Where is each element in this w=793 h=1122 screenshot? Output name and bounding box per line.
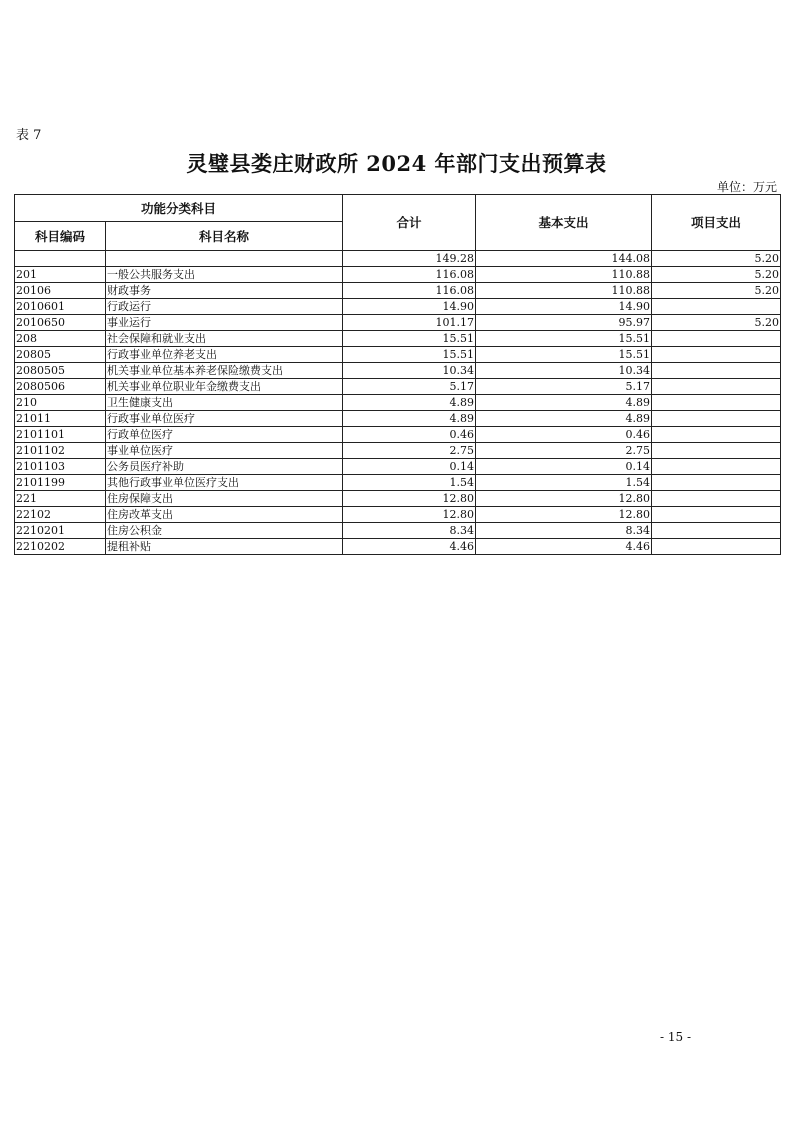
project-cell (652, 331, 781, 347)
subject-name-cell: 行政单位医疗 (106, 427, 343, 443)
subject-code-cell: 208 (15, 331, 106, 347)
subject-name-cell: 机关事业单位职业年金缴费支出 (106, 379, 343, 395)
subject-code-cell (15, 251, 106, 267)
subject-name-cell (106, 251, 343, 267)
total-cell: 15.51 (343, 347, 476, 363)
total-cell: 8.34 (343, 523, 476, 539)
table-row (15, 283, 781, 299)
table-body (15, 251, 781, 555)
header-project-expenditure: 项目支出 (652, 195, 781, 251)
subject-name-cell: 一般公共服务支出 (106, 267, 343, 283)
subject-name-cell: 事业单位医疗 (106, 443, 343, 459)
subject-code-cell: 210 (15, 395, 106, 411)
subject-code-cell: 2101101 (15, 427, 106, 443)
total-cell: 12.80 (343, 491, 476, 507)
project-cell: 5.20 (652, 283, 781, 299)
project-cell (652, 539, 781, 555)
subject-name-cell: 住房保障支出 (106, 491, 343, 507)
header-function-category: 功能分类科目 (15, 195, 343, 222)
total-cell: 0.46 (343, 427, 476, 443)
total-cell: 4.89 (343, 411, 476, 427)
table-row (15, 267, 781, 283)
basic-cell: 4.89 (476, 411, 652, 427)
basic-cell: 4.89 (476, 395, 652, 411)
project-cell (652, 475, 781, 491)
table-row (15, 411, 781, 427)
subject-code-cell: 20805 (15, 347, 106, 363)
table-row (15, 251, 781, 267)
budget-table (14, 194, 781, 555)
basic-cell: 15.51 (476, 331, 652, 347)
basic-cell: 144.08 (476, 251, 652, 267)
basic-cell: 110.88 (476, 283, 652, 299)
page-number: - 15 - (660, 1030, 692, 1044)
header-subject-code: 科目编码 (15, 222, 106, 251)
table-label: 表 7 (16, 128, 42, 143)
basic-cell: 10.34 (476, 363, 652, 379)
subject-code-cell: 2101199 (15, 475, 106, 491)
table-row (15, 491, 781, 507)
basic-cell: 8.34 (476, 523, 652, 539)
project-cell (652, 507, 781, 523)
table-row (15, 427, 781, 443)
subject-name-cell: 行政运行 (106, 299, 343, 315)
subject-code-cell: 221 (15, 491, 106, 507)
table-row (15, 315, 781, 331)
project-cell (652, 523, 781, 539)
subject-code-cell: 2080506 (15, 379, 106, 395)
total-cell: 149.28 (343, 251, 476, 267)
project-cell (652, 347, 781, 363)
page-title: 灵璧县娄庄财政所 2024 年部门支出预算表 (186, 151, 607, 176)
subject-code-cell: 2010650 (15, 315, 106, 331)
subject-name-cell: 住房公积金 (106, 523, 343, 539)
project-cell: 5.20 (652, 315, 781, 331)
subject-name-cell: 公务员医疗补助 (106, 459, 343, 475)
project-cell (652, 299, 781, 315)
total-cell: 116.08 (343, 267, 476, 283)
total-cell: 4.89 (343, 395, 476, 411)
total-cell: 116.08 (343, 283, 476, 299)
table-row (15, 395, 781, 411)
table-row (15, 363, 781, 379)
basic-cell: 14.90 (476, 299, 652, 315)
project-cell (652, 427, 781, 443)
basic-cell: 5.17 (476, 379, 652, 395)
subject-name-cell: 行政事业单位养老支出 (106, 347, 343, 363)
total-cell: 4.46 (343, 539, 476, 555)
subject-code-cell: 2080505 (15, 363, 106, 379)
basic-cell: 110.88 (476, 267, 652, 283)
basic-cell: 0.14 (476, 459, 652, 475)
subject-code-cell: 21011 (15, 411, 106, 427)
subject-name-cell: 财政事务 (106, 283, 343, 299)
project-cell (652, 363, 781, 379)
project-cell (652, 491, 781, 507)
subject-name-cell: 卫生健康支出 (106, 395, 343, 411)
subject-code-cell: 2101103 (15, 459, 106, 475)
basic-cell: 95.97 (476, 315, 652, 331)
subject-code-cell: 20106 (15, 283, 106, 299)
subject-name-cell: 事业运行 (106, 315, 343, 331)
basic-cell: 4.46 (476, 539, 652, 555)
total-cell: 5.17 (343, 379, 476, 395)
subject-name-cell: 提租补贴 (106, 539, 343, 555)
subject-name-cell: 社会保障和就业支出 (106, 331, 343, 347)
subject-code-cell: 2210201 (15, 523, 106, 539)
total-cell: 14.90 (343, 299, 476, 315)
project-cell (652, 411, 781, 427)
subject-name-cell: 住房改革支出 (106, 507, 343, 523)
basic-cell: 1.54 (476, 475, 652, 491)
total-cell: 10.34 (343, 363, 476, 379)
subject-code-cell: 22102 (15, 507, 106, 523)
subject-code-cell: 2210202 (15, 539, 106, 555)
subject-code-cell: 2010601 (15, 299, 106, 315)
table-row (15, 347, 781, 363)
project-cell: 5.20 (652, 251, 781, 267)
project-cell (652, 395, 781, 411)
subject-name-cell: 机关事业单位基本养老保险缴费支出 (106, 363, 343, 379)
subject-name-cell: 其他行政事业单位医疗支出 (106, 475, 343, 491)
total-cell: 1.54 (343, 475, 476, 491)
total-cell: 2.75 (343, 443, 476, 459)
table-row (15, 459, 781, 475)
project-cell (652, 379, 781, 395)
basic-cell: 12.80 (476, 507, 652, 523)
total-cell: 12.80 (343, 507, 476, 523)
project-cell (652, 443, 781, 459)
total-cell: 15.51 (343, 331, 476, 347)
unit-label: 单位：万元 (716, 180, 777, 194)
basic-cell: 0.46 (476, 427, 652, 443)
table-row (15, 443, 781, 459)
subject-code-cell: 201 (15, 267, 106, 283)
table-row (15, 299, 781, 315)
subject-code-cell: 2101102 (15, 443, 106, 459)
table-row (15, 475, 781, 491)
header-basic-expenditure: 基本支出 (476, 195, 652, 251)
basic-cell: 12.80 (476, 491, 652, 507)
project-cell (652, 459, 781, 475)
table-row (15, 523, 781, 539)
total-cell: 0.14 (343, 459, 476, 475)
header-total: 合计 (343, 195, 476, 251)
subject-name-cell: 行政事业单位医疗 (106, 411, 343, 427)
project-cell: 5.20 (652, 267, 781, 283)
basic-cell: 2.75 (476, 443, 652, 459)
basic-cell: 15.51 (476, 347, 652, 363)
table-row (15, 379, 781, 395)
header-subject-name: 科目名称 (106, 222, 343, 251)
table-row (15, 507, 781, 523)
total-cell: 101.17 (343, 315, 476, 331)
table-row (15, 331, 781, 347)
table-row (15, 539, 781, 555)
